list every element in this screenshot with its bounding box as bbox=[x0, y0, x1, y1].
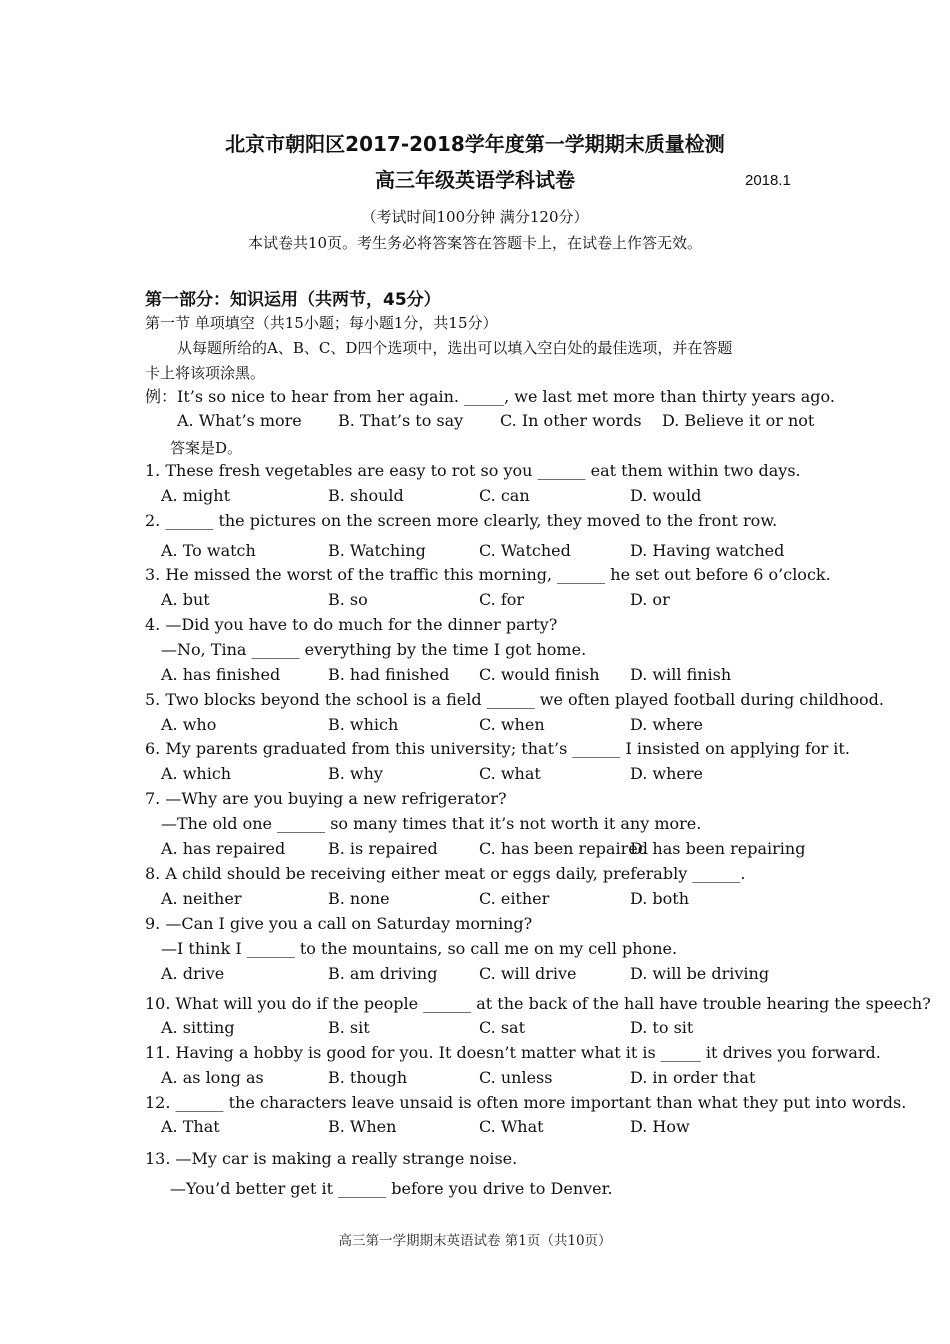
question-option: D. to sit bbox=[630, 1018, 694, 1037]
page-footer: 高三第一学期期末英语试卷 第1页（共10页） bbox=[338, 1233, 612, 1249]
question-option: D. where bbox=[630, 715, 704, 734]
question-dialogue-line: —The old one ______ so many times that it’s not worth it any more. bbox=[161, 814, 702, 833]
question-stem: 4. —Did you have to do much for the dinner party? bbox=[145, 615, 558, 634]
question-stem: 7. —Why are you buying a new refrigerator? bbox=[145, 789, 507, 808]
question-option: B. though bbox=[328, 1068, 408, 1087]
question-option: C. for bbox=[479, 590, 525, 609]
question-option: A. as long as bbox=[161, 1068, 264, 1087]
exam-subtitle: 高三年级英语学科试卷 bbox=[375, 168, 575, 192]
question-option: B. should bbox=[328, 486, 404, 505]
question-option: C. has been repaired bbox=[479, 839, 648, 858]
question-option: D. How bbox=[630, 1117, 690, 1136]
question-option: A. might bbox=[161, 486, 230, 505]
question-option: D. both bbox=[630, 889, 690, 908]
question-option: C. Watched bbox=[479, 541, 571, 560]
question-option: C. would finish bbox=[479, 665, 600, 684]
question-dialogue-line: —No, Tina ______ everything by the time I got home. bbox=[161, 640, 587, 659]
question-option: A. who bbox=[161, 715, 217, 734]
question-option: B. sit bbox=[328, 1018, 370, 1037]
question-dialogue-line: —You’d better get it ______ before you drive to Denver. bbox=[170, 1179, 613, 1198]
section-title: 第一节 单项填空（共15小题；每小题1分，共15分） bbox=[145, 314, 498, 332]
question-stem: 1. These fresh vegetables are easy to rot so you ______ eat them within two days. bbox=[145, 461, 801, 480]
question-option: C. What bbox=[479, 1117, 544, 1136]
exam-date: 2018.1 bbox=[745, 172, 791, 189]
instruction-line: 卡上将该项涂黑。 bbox=[145, 364, 266, 382]
question-option: A. sitting bbox=[161, 1018, 235, 1037]
question-option: A. drive bbox=[161, 964, 225, 983]
question-option: B. Watching bbox=[328, 541, 426, 560]
question-option: A. has repaired bbox=[161, 839, 286, 858]
question-option: D. would bbox=[630, 486, 702, 505]
question-option: D. Having watched bbox=[630, 541, 785, 560]
question-stem: 2. ______ the pictures on the screen more clearly, they moved to the front row. bbox=[145, 511, 778, 530]
question-option: D. in order that bbox=[630, 1068, 756, 1087]
example-answer: 答案是D。 bbox=[170, 439, 243, 457]
question-option: D. has been repairing bbox=[630, 839, 806, 858]
question-option: C. can bbox=[479, 486, 530, 505]
question-stem: 9. —Can I give you a call on Saturday morning? bbox=[145, 914, 533, 933]
question-option: A. but bbox=[161, 590, 210, 609]
question-option: B. is repaired bbox=[328, 839, 438, 858]
question-stem: 13. —My car is making a really strange noise. bbox=[145, 1149, 518, 1168]
question-option: B. am driving bbox=[328, 964, 438, 983]
example-option: B. That’s to say bbox=[338, 411, 464, 430]
question-option: C. sat bbox=[479, 1018, 526, 1037]
question-option: B. which bbox=[328, 715, 399, 734]
question-option: D. will be driving bbox=[630, 964, 770, 983]
question-option: D. will finish bbox=[630, 665, 732, 684]
question-option: C. will drive bbox=[479, 964, 577, 983]
question-stem: 5. Two blocks beyond the school is a field ______ we often played football during childhood. bbox=[145, 690, 884, 709]
question-option: D. or bbox=[630, 590, 670, 609]
question-option: C. unless bbox=[479, 1068, 553, 1087]
question-option: C. when bbox=[479, 715, 545, 734]
question-stem: 8. A child should be receiving either meat or eggs daily, preferably ______. bbox=[145, 864, 746, 883]
question-option: A. That bbox=[161, 1117, 220, 1136]
part-title: 第一部分：知识运用（共两节，45分） bbox=[145, 290, 441, 310]
exam-title: 北京市朝阳区2017-2018学年度第一学期期末质量检测 bbox=[225, 132, 725, 156]
exam-note: 本试卷共10页。考生务必将答案答在答题卡上，在试卷上作答无效。 bbox=[247, 234, 703, 252]
question-stem: 11. Having a hobby is good for you. It doesn’t matter what it is _____ it drives you forward. bbox=[145, 1043, 881, 1062]
example-option: A. What’s more bbox=[177, 411, 302, 430]
question-stem: 6. My parents graduated from this university; that’s ______ I insisted on applying for it. bbox=[145, 739, 850, 758]
question-option: B. so bbox=[328, 590, 368, 609]
question-option: A. neither bbox=[161, 889, 242, 908]
question-stem: 10. What will you do if the people ______ at the back of the hall have trouble hearing the speech? bbox=[145, 994, 931, 1013]
question-option: B. why bbox=[328, 764, 383, 783]
question-stem: 12. ______ the characters leave unsaid is often more important than what they put into words. bbox=[145, 1093, 907, 1112]
example-stem: 例：It’s so nice to hear from her again. _____, we last met more than thirty years ago. bbox=[145, 387, 835, 406]
question-option: B. had finished bbox=[328, 665, 450, 684]
question-option: C. either bbox=[479, 889, 550, 908]
question-dialogue-line: —I think I ______ to the mountains, so call me on my cell phone. bbox=[161, 939, 678, 958]
instruction-line: 从每题所给的A、B、C、D四个选项中，选出可以填入空白处的最佳选项，并在答题 bbox=[177, 339, 733, 357]
question-option: A. which bbox=[161, 764, 232, 783]
question-option: A. To watch bbox=[161, 541, 256, 560]
question-option: B. none bbox=[328, 889, 390, 908]
exam-time-info: （考试时间100分钟 满分120分） bbox=[361, 208, 589, 226]
question-option: B. When bbox=[328, 1117, 397, 1136]
question-option: D. where bbox=[630, 764, 704, 783]
question-option: A. has finished bbox=[161, 665, 281, 684]
question-stem: 3. He missed the worst of the traffic this morning, ______ he set out before 6 o’clock. bbox=[145, 565, 831, 584]
question-option: C. what bbox=[479, 764, 541, 783]
example-option: D. Believe it or not bbox=[662, 411, 815, 430]
example-option: C. In other words bbox=[500, 411, 642, 430]
